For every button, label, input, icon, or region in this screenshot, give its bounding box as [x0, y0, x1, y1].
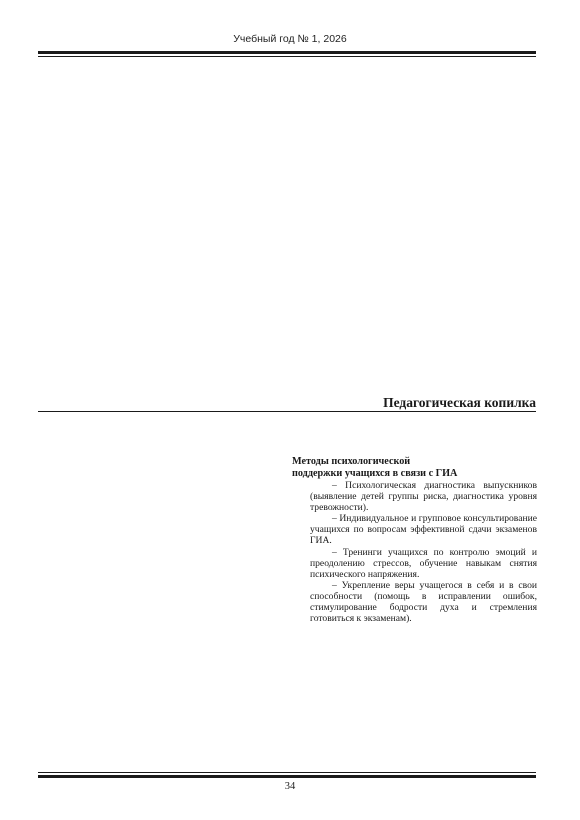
section-title: Педагогическая копилка: [383, 395, 536, 410]
header-rule-thick: [38, 51, 536, 54]
article-body: [310, 480, 537, 624]
section-rule: [38, 411, 536, 412]
footer-rule-thin: [38, 772, 536, 773]
running-head: Учебный год № 1, 2026: [233, 33, 347, 45]
footer-rule-thick: [38, 775, 536, 778]
article-title-line-2: поддержки учащихся в связи с ГИА: [292, 467, 458, 479]
article-title: [292, 456, 537, 479]
article-title-line-1: Методы психологической: [292, 456, 411, 467]
article-paragraph-1: – Психологическая диагностика выпускников (выявление детей группы риска, диагностика уровня тревожности).: [310, 480, 537, 514]
article: [292, 456, 537, 624]
header-rule-thin: [38, 56, 536, 57]
article-paragraph-3: – Тренинги учащихся по контролю эмоций и преодолению стрессов, обучение навыкам снятия психического напряжения.: [310, 546, 537, 580]
page-number: 34: [284, 781, 296, 792]
article-paragraph-4: – Укрепление веры учащегося в себя и в свои способности (помощь в исправлении ошибок, стимулирование бодрости духа и стремления готовиться к экзаменам).: [310, 579, 537, 625]
article-paragraph-2: – Индивидуальное и групповое консультирование учащихся по вопросам эффективной сдачи экзаменов ГИА.: [310, 513, 537, 547]
